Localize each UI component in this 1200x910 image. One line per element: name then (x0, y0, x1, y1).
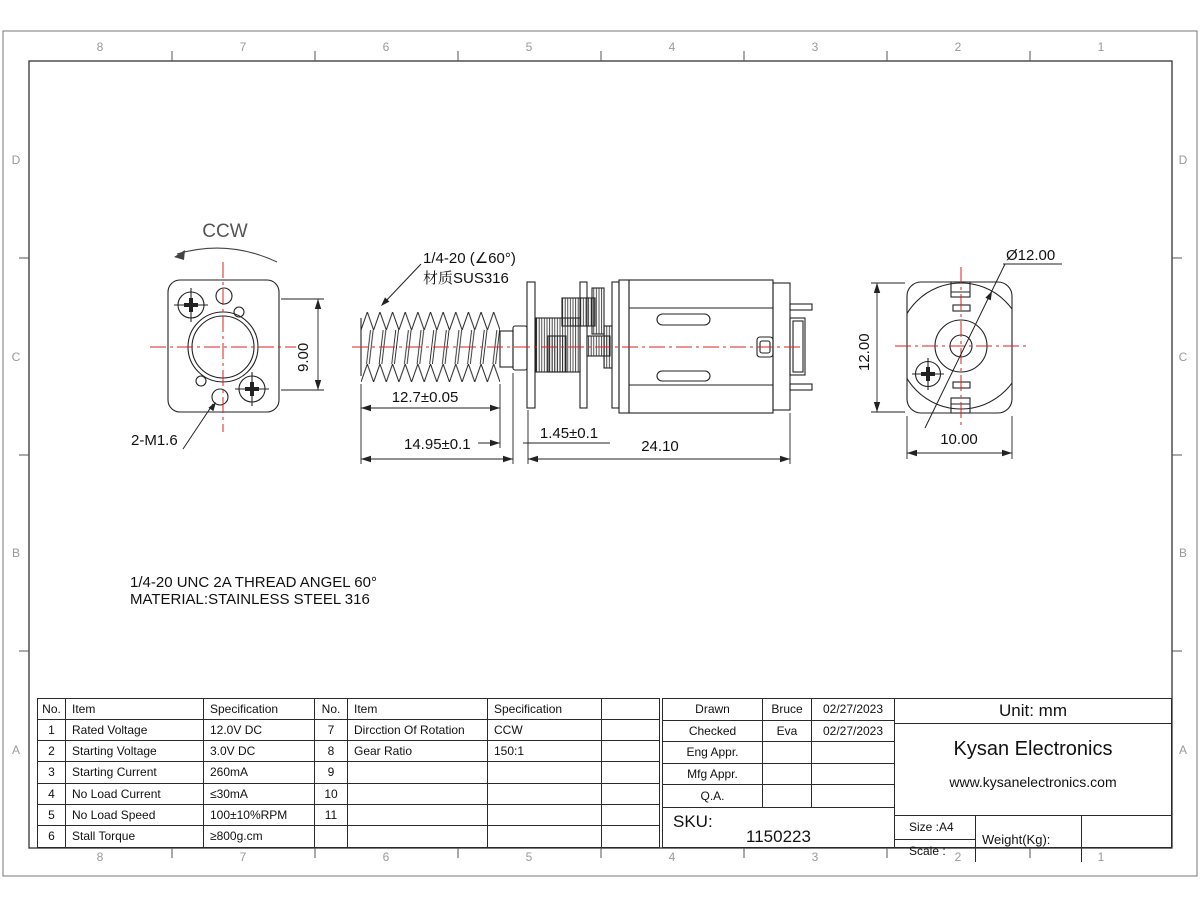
grid-col-label: 2 (954, 850, 962, 864)
sku-value: 1150223 (746, 827, 811, 846)
col-header-item: Item (348, 699, 488, 720)
grid-row-label: B (1178, 546, 1188, 560)
cell-no: 2 (38, 741, 66, 762)
cell-no: 10 (315, 784, 348, 805)
unit-label: Unit: mm (895, 699, 1171, 724)
col-header-no: No. (315, 699, 348, 720)
cell-blank (602, 805, 659, 826)
tapped-hole-label: 2-M1.6 (131, 432, 178, 449)
grid-col-label: 5 (525, 40, 533, 54)
grid-row-label: A (1178, 743, 1188, 757)
grid-row-label: D (11, 153, 21, 167)
title-block (895, 698, 1172, 858)
grid-col-label: 6 (382, 40, 390, 54)
spec-table-right (315, 698, 660, 848)
thread-material-label: 材质SUS316 (423, 270, 509, 287)
grid-col-label: 7 (239, 850, 247, 864)
grid-col-label: 6 (382, 850, 390, 864)
cell-item (348, 805, 488, 826)
approval-date (812, 742, 894, 764)
col-header-blank (602, 699, 659, 720)
grid-row-label: C (1178, 350, 1188, 364)
size-label: Size :A4 (895, 816, 975, 840)
cell-blank (602, 826, 659, 847)
grid-col-label: 8 (96, 850, 104, 864)
end-view (856, 247, 1062, 459)
grid-col-label: 4 (668, 850, 676, 864)
grid-row-label: D (1178, 153, 1188, 167)
dim-12: 12.00 (856, 333, 873, 371)
cell-spec: 150:1 (488, 741, 602, 762)
grid-row-label: B (11, 546, 21, 560)
spec-table-left (37, 698, 315, 848)
grid-col-label: 4 (668, 40, 676, 54)
cell-spec: 12.0V DC (204, 720, 314, 741)
approval-name (763, 742, 812, 764)
approval-block (662, 698, 895, 848)
cell-spec (488, 762, 602, 783)
approval-date (812, 785, 894, 807)
cell-no (315, 826, 348, 847)
col-header-spec: Specification (204, 699, 314, 720)
approval-role: Q.A. (663, 785, 763, 807)
grid-row-label: A (11, 743, 21, 757)
approval-role: Eng Appr. (663, 742, 763, 764)
company-website: www.kysanelectronics.com (949, 774, 1117, 790)
approval-name: Eva (763, 721, 812, 743)
ccw-rotation-arc (177, 248, 277, 262)
cell-no: 8 (315, 741, 348, 762)
drawing-notes (130, 574, 377, 608)
cell-item: Dircction Of Rotation (348, 720, 488, 741)
dim-12-7: 12.7±0.05 (391, 389, 459, 406)
cell-spec: 3.0V DC (204, 741, 314, 762)
note-material: MATERIAL:STAINLESS STEEL 316 (130, 591, 370, 608)
approval-name (763, 785, 812, 807)
cell-item: Starting Voltage (66, 741, 204, 762)
cell-item (348, 784, 488, 805)
approval-role: Mfg Appr. (663, 764, 763, 786)
cell-no: 9 (315, 762, 348, 783)
ccw-arrowhead (174, 250, 185, 260)
cell-no: 4 (38, 784, 66, 805)
grid-col-label: 5 (525, 850, 533, 864)
cell-item: Stall Torque (66, 826, 204, 847)
company-name: Kysan Electronics (953, 738, 1113, 760)
cell-item: No Load Current (66, 784, 204, 805)
cell-spec (488, 784, 602, 805)
col-header-item: Item (66, 699, 204, 720)
grid-col-label: 1 (1097, 850, 1105, 864)
grid-col-label: 8 (96, 40, 104, 54)
approval-date: 02/27/2023 (812, 699, 894, 721)
cell-no: 5 (38, 805, 66, 826)
side-view (352, 250, 812, 464)
cell-blank (602, 784, 659, 805)
col-header-spec: Specification (488, 699, 602, 720)
cell-spec: 100±10%RPM (204, 805, 314, 826)
dim-9: 9.00 (295, 342, 312, 372)
dim-diameter-12: Ø12.00 (1006, 247, 1056, 264)
grid-col-label: 3 (811, 850, 819, 864)
cell-blank (602, 720, 659, 741)
cell-spec (488, 805, 602, 826)
cell-spec: CCW (488, 720, 602, 741)
dim-1-45: 1.45±0.1 (539, 425, 599, 442)
cell-no: 3 (38, 762, 66, 783)
gearbox (527, 282, 619, 408)
approval-role: Drawn (663, 699, 763, 721)
grid-col-label: 3 (811, 40, 819, 54)
approval-role: Checked (663, 721, 763, 743)
cell-item (348, 826, 488, 847)
grid-col-label: 7 (239, 40, 247, 54)
front-view (131, 221, 324, 449)
cell-item: Starting Current (66, 762, 204, 783)
approval-name (763, 764, 812, 786)
weight-label: Weight(Kg): (976, 816, 1082, 862)
grid-col-label: 1 (1097, 40, 1105, 54)
approval-date: 02/27/2023 (812, 721, 894, 743)
cell-no: 1 (38, 720, 66, 741)
weight-value-blank (1082, 816, 1171, 862)
dim-24-10: 24.10 (641, 438, 679, 455)
cell-spec: ≥800g.cm (210, 829, 263, 844)
approval-date (812, 764, 894, 786)
grid-col-label: 2 (954, 40, 962, 54)
cell-item (348, 762, 488, 783)
cell-item: No Load Speed (66, 805, 204, 826)
cell-blank (602, 741, 659, 762)
mount-screw-bottom-left (912, 358, 944, 390)
thread-spec-label: 1/4-20 (∠60°) (423, 250, 516, 267)
cell-no: 11 (315, 805, 348, 826)
cell-no: 6 (38, 826, 66, 847)
cell-no: 7 (315, 720, 348, 741)
cell-item: Rated Voltage (66, 720, 204, 741)
grid-row-label: C (11, 350, 21, 364)
sku-label: SKU: (673, 812, 713, 831)
cell-spec: 260mA (204, 762, 314, 783)
dim-14-95: 14.95±0.1 (404, 436, 471, 453)
cell-blank (602, 762, 659, 783)
cell-spec: ≤30mA (204, 784, 314, 805)
centerlines (150, 262, 296, 432)
dim-10: 10.00 (940, 431, 978, 448)
note-thread: 1/4-20 UNC 2A THREAD ANGEL 60° (130, 574, 377, 591)
cell-item: Gear Ratio (348, 741, 488, 762)
scale-label: Scale : (909, 843, 946, 858)
col-header-no: No. (38, 699, 66, 720)
rotation-direction-label: CCW (202, 221, 248, 242)
mount-screw-top-left (174, 288, 208, 322)
cell-spec (488, 826, 602, 847)
approval-name: Bruce (763, 699, 812, 721)
